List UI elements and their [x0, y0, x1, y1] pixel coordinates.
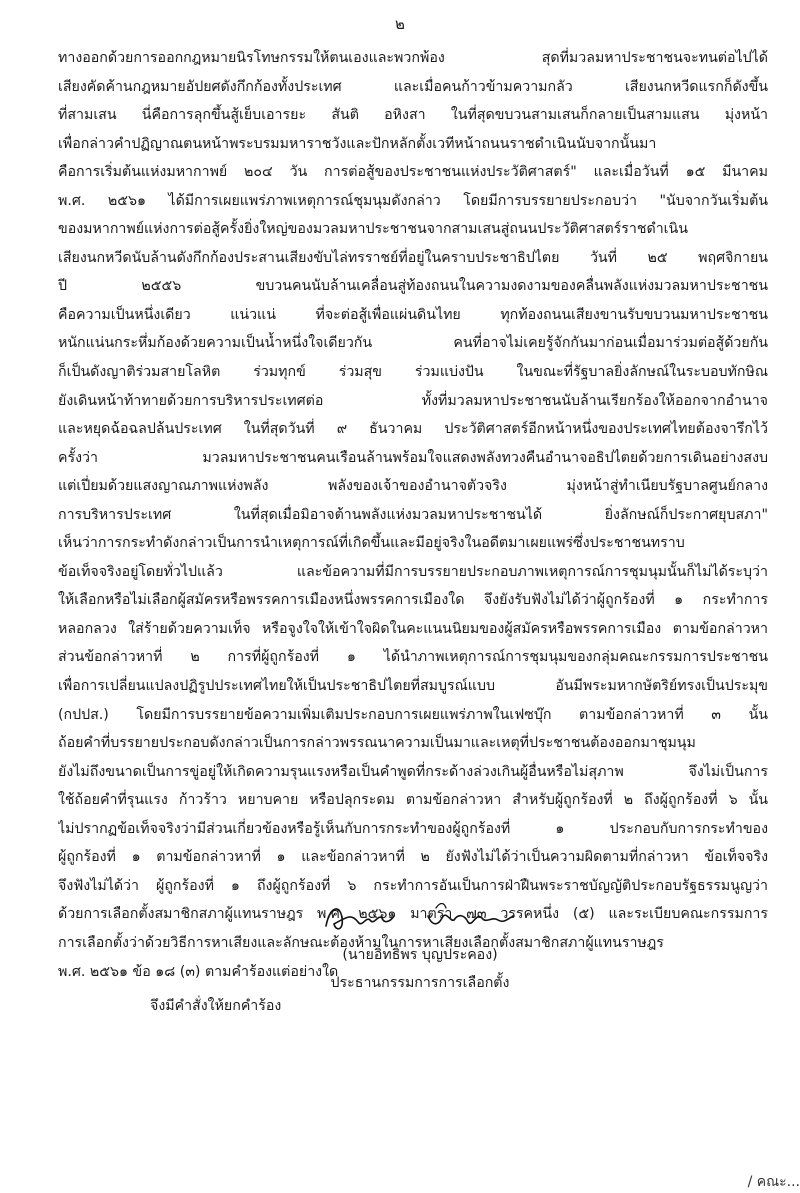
body-line: ครั้งว่า มวลมหาประชาชนคนเรือนล้านพร้อมใจแสดงพลังทวงคืนอำนาจอธิปไตยด้วยการเดินอย่างสงบ: [58, 449, 768, 466]
body-line: ไม่ปรากฏข้อเท็จจริงว่ามีส่วนเกี่ยวข้องหรือรู้เห็นกับการกระทำของผู้ถูกร้องที่ ๑ ประกอบกับการกระทำของ: [58, 820, 768, 837]
document-body: [58, 44, 768, 1021]
body-line: หนักแน่นกระหึ่มก้องด้วยความเป็นน้ำหนึ่งใจเดียวกัน คนที่อาจไม่เคยรู้จักกันมาก่อนเมื่อมาร่วมต่อสู้ด้วยกัน: [58, 335, 768, 352]
body-line: ยังเดินหน้าท้าทายด้วยการบริหารประเทศต่อ ทั้งที่มวลมหาประชาชนนับล้านเรียกร้องให้ออกจากอำนาจ: [58, 392, 768, 409]
body-line: พ.ศ. ๒๕๖๑ ได้มีการเผยแพร่ภาพเหตุการณ์ชุมนุมดังกล่าว โดยมีการบรรยายประกอบว่า "นับจากวันเริ่มต้น: [58, 192, 768, 209]
body-line: ถ้อยคำที่บรรยายประกอบดังกล่าวเป็นการกล่าวพรรณนาความเป็นมาและเหตุที่ประชาชนต้องออกมาชุมนุม: [58, 735, 696, 752]
signatory-name: (นายอิทธิพร บุญประคอง): [342, 947, 498, 963]
order-statement: จึงมีคำสั่งให้ยกคำร้อง: [150, 998, 282, 1015]
body-line: ทางออกด้วยการออกกฎหมายนิรโทษกรรมให้ตนเองและพวกพ้อง สุดที่มวลมหาประชาชนจะทนต่อไปได้: [58, 50, 768, 66]
body-line: พ.ศ. ๒๕๖๑ ข้อ ๑๘ (๓) ตามคำร้องแต่อย่างใด: [58, 963, 339, 980]
body-line: ก็เป็นดังญาติร่วมสายโลหิต ร่วมทุกข์ ร่วมสุข ร่วมแบ่งปัน ในขณะที่รัฐบาลยิ่งลักษณ์ในระบอบทักษิณ: [58, 364, 768, 381]
body-line: ปี ๒๕๕๖ ขบวนคนนับล้านเคลื่อนสู่ท้องถนนในความงดงามของคลื่นพลังแห่งมวลมหาประชาชน: [58, 278, 768, 295]
body-line: การเลือกตั้งว่าด้วยวิธีการหาเสียงและลักษณะต้องห้ามในการหาเสียงเลือกตั้งสมาชิกสภาผู้แทนราษฎร: [58, 934, 664, 951]
body-line: ยังไม่ถึงขนาดเป็นการขู่อยู่ให้เกิดความรุนแรงหรือเป็นคำพูดที่กระด้างล่วงเกินผู้อื่นหรือไม่สุภาพ จึงไม่เป็นการ: [58, 763, 768, 780]
body-line: คือความเป็นหนึ่งเดียว แน่วแน่ ที่จะต่อสู้เพื่อแผ่นดินไทย ทุกท้องถนนเสียงขานรับขบวนมหาประชาชน: [58, 306, 768, 323]
body-line: เพื่อกล่าวคำปฏิญาณตนหน้าพระบรมมหาราชวังและปักหลักตั้งเวทีหน้าถนนราชดำเนินนับจากนั้นมา: [58, 135, 657, 152]
body-line: และหยุดฉ้อฉลปล้นประเทศ ในที่สุดวันที่ ๙ ธันวาคม ประวัติศาสตร์อีกหน้าหนึ่งของประเทศไทยต้องจารึกไว้: [58, 421, 768, 438]
page-number: ๒: [395, 15, 405, 33]
body-line: เสียงคัดค้านกฎหมายอัปยศดังกึกก้องทั้งประเทศ และเมื่อคนก้าวข้ามความกลัว เสียงนกหวีดแรกก็ดังขึ้น: [58, 78, 768, 95]
continuation-mark: / คณะ...: [747, 1174, 800, 1190]
handwritten-signature: [318, 896, 558, 942]
body-line: ที่สามเสน นี่คือการลุกขึ้นสู้เย็บเอารยะ สันติ อหิงสา ในที่สุดขบวนสามเสนก็กลายเป็นสามแสน มุ่งหน้า: [58, 107, 768, 124]
body-line: คือการเริ่มต้นแห่งมหากาพย์ ๒๐๔ วัน การต่อสู้ของประชาชนแห่งประวัติศาสตร์" และเมื่อวันที่ ๑๕ มีนาคม: [58, 164, 768, 181]
body-line: ข้อเท็จจริงอยู่โดยทั่วไปแล้ว และข้อความที่มีการบรรยายประกอบภาพเหตุการณ์การชุมนุมนั้นก็ไม่ได้ระบุว่า: [58, 563, 768, 580]
body-line: ให้เลือกหรือไม่เลือกผู้สมัครหรือพรรคการเมืองหนึ่งพรรคการเมืองใด จึงยังรับฟังไม่ได้ว่าผู้ถูกร้องที่ ๑ กระทำการ: [58, 592, 768, 609]
body-line: เสียงนกหวีดนับล้านดังกึกก้องประสานเสียงขับไล่ทรราชย์ที่อยู่ในคราบประชาธิปไตย วันที่ ๒๕ พฤศจิกายน: [58, 249, 768, 266]
body-line: จึงฟังไม่ได้ว่า ผู้ถูกร้องที่ ๑ ถึงผู้ถูกร้องที่ ๖ กระทำการอันเป็นการฝ่าฝืนพระราชบัญญัติประกอบรัฐธรรมนูญว่า: [58, 877, 768, 894]
body-line: (กปปส.) โดยมีการบรรยายข้อความเพิ่มเติมประกอบการเผยแพร่ภาพในเฟซบุ๊ก ตามข้อกล่าวหาที่ ๓ นั้น: [58, 706, 768, 723]
body-line: ด้วยการเลือกตั้งสมาชิกสภาผู้แทนราษฎร พ.ศ. ๒๕๖๑ มาตรา ๗๓ วรรคหนึ่ง (๕) และระเบียบคณะกรรมการ: [58, 906, 768, 923]
body-line: แต่เปี่ยมด้วยแสงญาณภาพแห่งพลัง พลังของเจ้าของอำนาจตัวจริง มุ่งหน้าสู่ทำเนียบรัฐบาลศูนย์กลาง: [58, 478, 768, 495]
body-line: ส่วนข้อกล่าวหาที่ ๒ การที่ผู้ถูกร้องที่ ๑ ได้นำภาพเหตุการณ์การชุมนุมของกลุ่มคณะกรรมการประชาชน: [58, 649, 768, 666]
body-line: เห็นว่าการกระทำดังกล่าวเป็นการนำเหตุการณ์ที่เกิดขึ้นและมีอยู่จริงในอดีตมาเผยแพร่ซึ่งประชาชนทราบ: [58, 535, 685, 552]
signatory-title: ประธานกรรมการการเลือกตั้ง: [330, 975, 510, 991]
body-line: เพื่อการเปลี่ยนแปลงปฏิรูปประเทศไทยให้เป็นประชาธิปไตยที่สมบูรณ์แบบ อันมีพระมหากษัตริย์ทรงเป็นประมุข: [58, 678, 768, 695]
body-line: ใช้ถ้อยคำที่รุนแรง ก้าวร้าว หยาบคาย หรือปลุกระดม ตามข้อกล่าวหา สำหรับผู้ถูกร้องที่ ๒ ถึงผู้ถูกร้องที่ ๖ นั้น: [58, 792, 768, 809]
body-line: หลอกลวง ใส่ร้ายด้วยความเท็จ หรือจูงใจให้เข้าใจผิดในคะแนนนิยมของผู้สมัครหรือพรรคการเมือง ตามข้อกล่าวหา: [58, 620, 768, 637]
body-line: ของมหากาพย์แห่งการต่อสู้ครั้งยิ่งใหญ่ของมวลมหาประชาชนจากสามเสนสู่ถนนประวัติศาสตร์ราชดำเนิน: [58, 221, 688, 238]
body-line: การบริหารประเทศ ในที่สุดเมื่อมิอาจต้านพลังแห่งมวลมหาประชาชนได้ ยิ่งลักษณ์ก็ประกาศยุบสภา": [58, 506, 768, 523]
body-line: ผู้ถูกร้องที่ ๑ ตามข้อกล่าวหาที่ ๑ และข้อกล่าวหาที่ ๒ ยังฟังไม่ได้ว่าเป็นความผิดตามที่กล่าวหา ข้อเท็จจริง: [58, 849, 768, 866]
